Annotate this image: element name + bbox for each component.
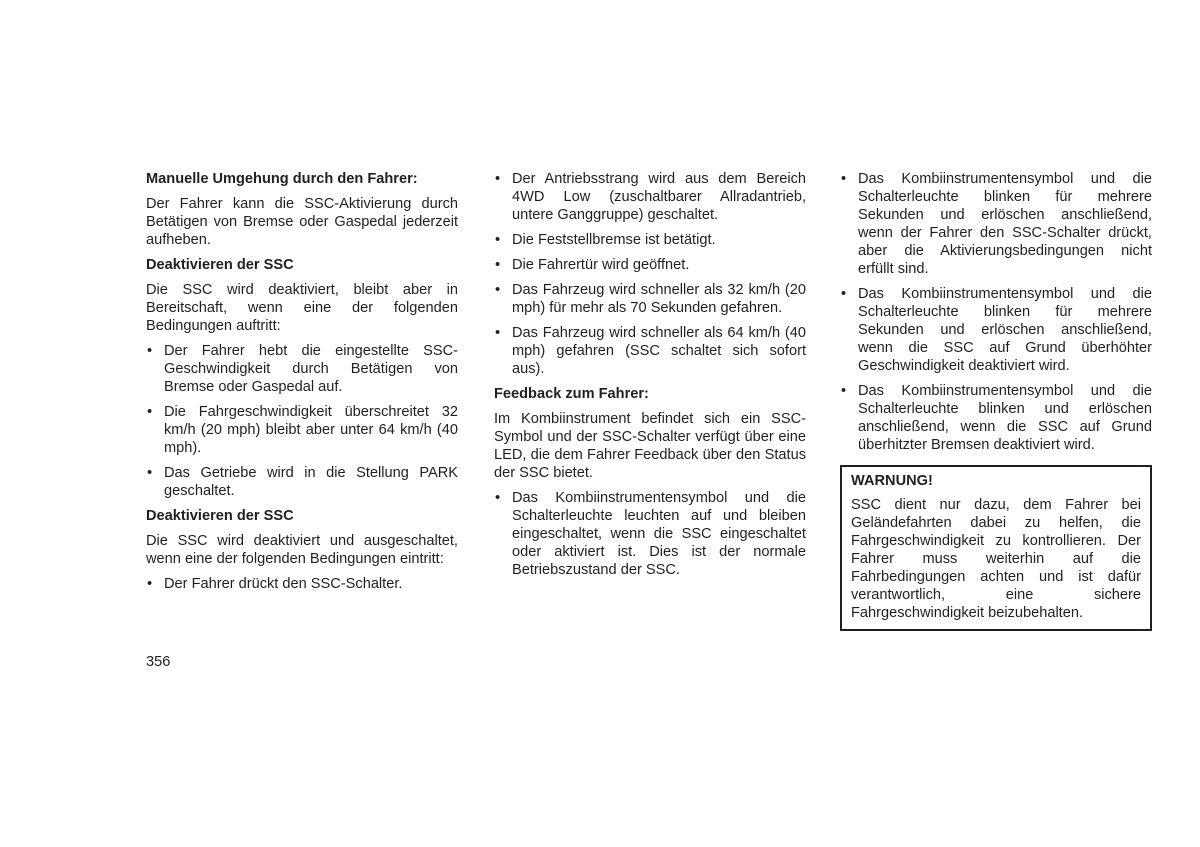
bullet-list-standby-conditions [146, 342, 458, 500]
list-item: • Der Antriebsstrang wird aus dem Bereich 4WD Low (zuschaltbarer Allradantrieb, untere Ganggruppe) geschaltet. [495, 171, 806, 223]
section-heading-deactivate-off: Deaktivieren der SSC [146, 508, 294, 524]
bullet-icon: • [147, 576, 153, 592]
warning-text: SSC dient nur dazu, dem Fahrer bei Geländefahrten dabei zu helfen, die Fahrgeschwindigkeit zu kontrollieren. Der Fahrer muss weiterhin auf die Fahrbedingungen achten und ist dafür verantwortlich, eine sichere Fahrgeschwindigkeit beizubehalten. [851, 497, 1141, 621]
column-left [146, 170, 458, 600]
bullet-list-feedback-states-continued [840, 170, 1152, 454]
column-right [840, 170, 1152, 631]
bullet-icon: • [495, 257, 501, 273]
bullet-icon: • [841, 171, 847, 187]
paragraph-driver-feedback: Im Kombiinstrument befindet sich ein SSC-Symbol und der SSC-Schalter verfügt über eine LED, die dem Fahrer Feedback über den Status der SSC bietet. [494, 411, 806, 481]
section-heading-deactivate-standby: Deaktivieren der SSC [146, 257, 294, 273]
page-number: 356 [146, 654, 171, 670]
bullet-icon: • [495, 490, 501, 506]
bullet-icon: • [495, 171, 501, 187]
list-item: • Das Fahrzeug wird schneller als 64 km/h (40 mph) gefahren (SSC schaltet sich sofort aus). [495, 325, 806, 377]
section-heading-manual-override: Manuelle Umgehung durch den Fahrer: [146, 171, 418, 187]
bullet-icon: • [495, 325, 501, 341]
list-item: • Das Kombiinstrumentensymbol und die Schalterleuchte blinken für mehrere Sekunden und erlöschen anschließend, wenn der Fahrer den SSC-Schalter drückt, aber die Aktivierungsbedingungen nicht erfüllt sind. [841, 171, 1152, 277]
warning-box [840, 465, 1152, 631]
list-item: • Die Feststellbremse ist betätigt. [495, 232, 716, 248]
list-item: • Das Kombiinstrumentensymbol und die Schalterleuchte leuchten auf und bleiben eingeschaltet, wenn die SSC eingeschaltet oder aktiviert ist. Dies ist der normale Betriebszustand der SSC. [495, 490, 806, 578]
list-item: • Der Fahrer hebt die eingestellte SSC-Geschwindigkeit durch Betätigen von Bremse oder Gaspedal auf. [147, 343, 458, 395]
bullet-icon: • [841, 383, 847, 399]
list-item: • Das Getriebe wird in die Stellung PARK geschaltet. [147, 465, 458, 499]
bullet-icon: • [495, 282, 501, 298]
bullet-icon: • [147, 404, 153, 420]
list-item: • Die Fahrertür wird geöffnet. [495, 257, 690, 273]
paragraph-deactivate-off: Die SSC wird deaktiviert und ausgeschaltet, wenn eine der folgenden Bedingungen eintritt: [146, 533, 458, 567]
section-heading-driver-feedback: Feedback zum Fahrer: [494, 386, 649, 402]
bullet-icon: • [841, 286, 847, 302]
warning-title: WARNUNG! [851, 473, 933, 489]
bullet-list-feedback-states [494, 489, 806, 579]
column-middle [494, 170, 806, 586]
bullet-list-off-conditions-continued [494, 170, 806, 378]
list-item: • Das Kombiinstrumentensymbol und die Schalterleuchte blinken und erlöschen anschließend, wenn die SSC auf Grund überhitzter Bremsen deaktiviert wird. [841, 383, 1152, 453]
paragraph-manual-override: Der Fahrer kann die SSC-Aktivierung durch Betätigen von Bremse oder Gaspedal jederzeit aufheben. [146, 196, 458, 248]
bullet-icon: • [147, 465, 153, 481]
paragraph-deactivate-standby: Die SSC wird deaktiviert, bleibt aber in Bereitschaft, wenn eine der folgenden Bedingungen auftritt: [146, 282, 458, 334]
bullet-icon: • [147, 343, 153, 359]
list-item: • Das Kombiinstrumentensymbol und die Schalterleuchte blinken für mehrere Sekunden und erlöschen anschließend, wenn die SSC auf Grund überhöhter Geschwindigkeit deaktiviert wird. [841, 286, 1152, 374]
bullet-icon: • [495, 232, 501, 248]
list-item: • Der Fahrer drückt den SSC-Schalter. [147, 576, 403, 592]
bullet-list-off-conditions [146, 575, 458, 593]
list-item: • Das Fahrzeug wird schneller als 32 km/h (20 mph) für mehr als 70 Sekunden gefahren. [495, 282, 806, 316]
list-item: • Die Fahrgeschwindigkeit überschreitet 32 km/h (20 mph) bleibt aber unter 64 km/h (40 mph). [147, 404, 458, 456]
